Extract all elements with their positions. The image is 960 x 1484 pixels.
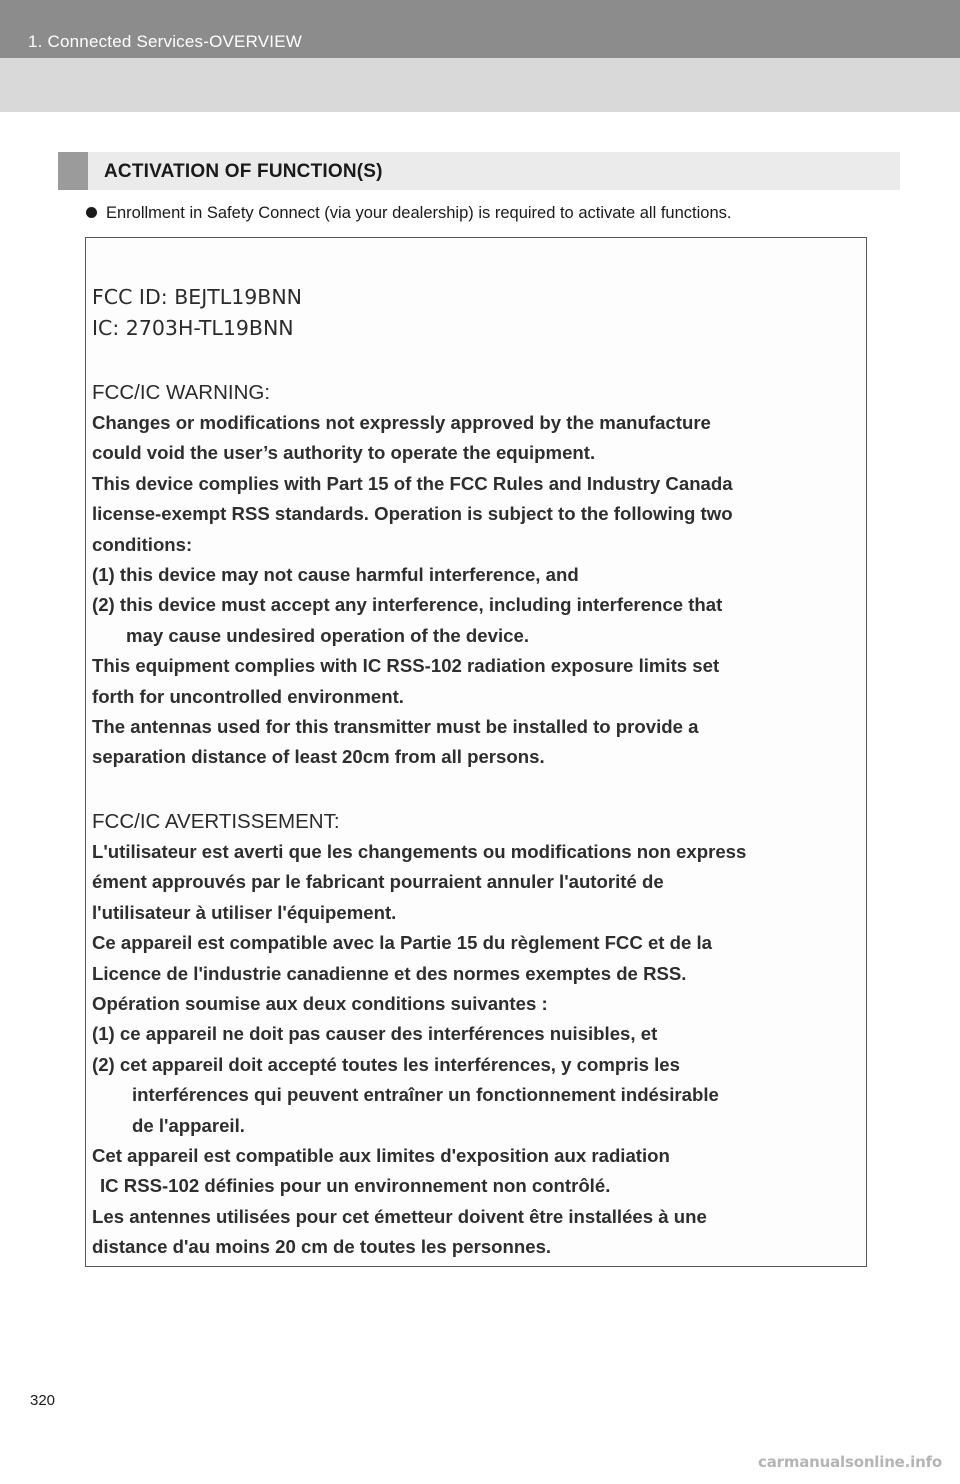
avertissement-line: Licence de l'industrie canadienne et des normes exemptes de RSS. [92, 962, 687, 984]
spacer [92, 773, 862, 807]
heading-tab-marker [58, 152, 88, 190]
avertissement-line: (2) cet appareil doit accepté toutes les interférences, y compris les [92, 1053, 680, 1075]
fcc-id-line: FCC ID: BEJTL19BNN [92, 285, 303, 309]
warning-line: separation distance of least 20cm from all persons. [92, 746, 545, 768]
warning-line: could void the user’s authority to operate the equipment. [92, 442, 596, 464]
warning-line: forth for uncontrolled environment. [92, 685, 404, 707]
avertissement-line: interférences qui peuvent entraîner un fonctionnement indésirable [132, 1084, 719, 1106]
warning-line: license-exempt RSS standards. Operation is subject to the following two [92, 503, 733, 525]
avertissement-line: l'utilisateur à utiliser l'équipement. [92, 901, 397, 923]
avertissement-line: de l'appareil. [132, 1114, 245, 1136]
avertissement-line: ément approuvés par le fabricant pourraient annuler l'autorité de [92, 871, 664, 893]
warning-title: FCC/IC WARNING: [92, 381, 271, 404]
fcc-label-image [85, 237, 867, 1267]
ic-id-line: IC: 2703H-TL19BNN [92, 316, 294, 340]
warning-line: The antennas used for this transmitter must be installed to provide a [92, 716, 699, 738]
fcc-label-content [92, 282, 862, 1263]
spacer [92, 344, 862, 378]
warning-line: (2) this device must accept any interference, including interference that [92, 594, 723, 616]
activation-heading [58, 152, 900, 190]
avertissement-title: FCC/IC AVERTISSEMENT: [92, 809, 340, 833]
activation-heading-title: ACTIVATION OF FUNCTION(S) [104, 161, 383, 182]
bullet-dot-icon [86, 207, 97, 218]
avertissement-line: Cet appareil est compatible aux limites d'exposition aux radiation [92, 1144, 670, 1166]
warning-line: This device complies with Part 15 of the FCC Rules and Industry Canada [92, 472, 733, 494]
avertissement-line: Opération soumise aux deux conditions suivantes : [92, 992, 548, 1014]
enrollment-bullet-text: Enrollment in Safety Connect (via your dealership) is required to activate all functions. [106, 204, 732, 222]
header-band [0, 0, 960, 112]
avertissement-line: distance d'au moins 20 cm de toutes les personnes. [92, 1236, 552, 1258]
avertissement-line: IC RSS-102 définies pour un environnement non contrôlé. [100, 1175, 611, 1197]
avertissement-line: L'utilisateur est averti que les changements ou modifications non express [92, 840, 747, 862]
warning-line: Changes or modifications not expressly approved by the manufacture [92, 412, 711, 433]
avertissement-line: Ce appareil est compatible avec la Partie 15 du règlement FCC et de la [92, 932, 713, 954]
avertissement-line: Les antennes utilisées pour cet émetteur doivent être installées à une [92, 1205, 707, 1227]
page-number: 320 [30, 1392, 56, 1409]
enrollment-bullet [86, 204, 731, 223]
warning-line: may cause undesired operation of the device. [126, 624, 529, 646]
warning-line: This equipment complies with IC RSS-102 radiation exposure limits set [92, 655, 720, 677]
section-title: 1. Connected Services-OVERVIEW [28, 32, 303, 51]
avertissement-line: (1) ce appareil ne doit pas causer des interférences nuisibles, et [92, 1023, 658, 1045]
warning-line: (1) this device may not cause harmful interference, and [92, 564, 579, 586]
warning-line: conditions: [92, 533, 193, 555]
watermark: carmanualsonline.info [758, 1453, 942, 1471]
